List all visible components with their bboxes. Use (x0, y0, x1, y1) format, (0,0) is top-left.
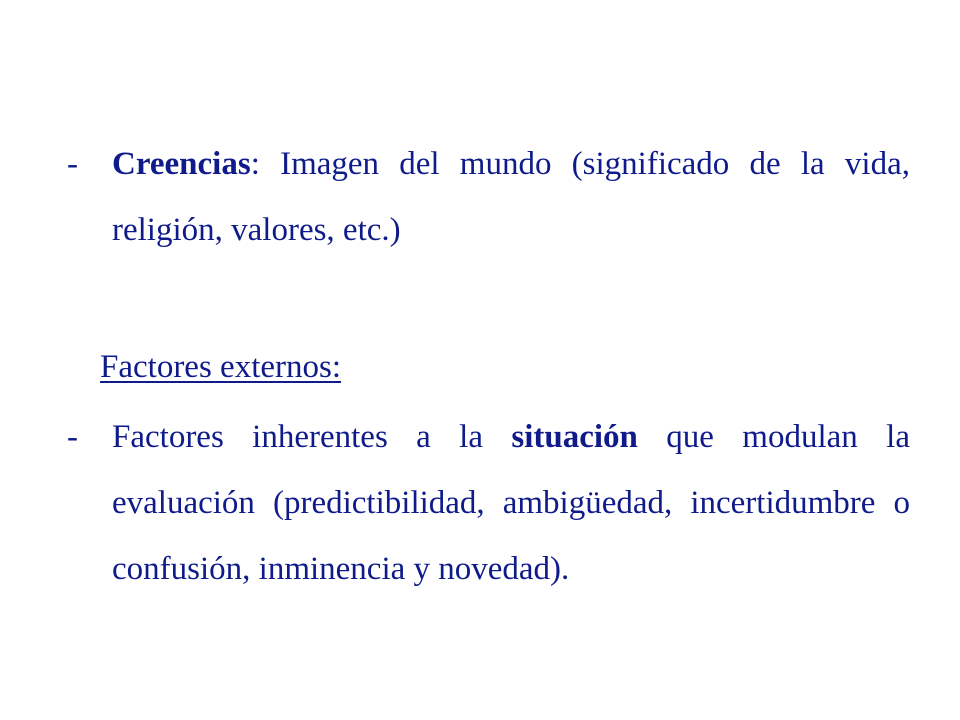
bullet-text (112, 404, 910, 602)
situacion-intro: Factores inherentes a la (112, 419, 512, 455)
creencias-description: : Imagen del mundo (significado de la vida, religión, valores, etc.) (112, 146, 910, 248)
bullet-dash: - (67, 146, 78, 182)
heading-factores-externos: Factores externos: (100, 349, 342, 385)
term-situacion: situación (511, 419, 638, 455)
bullet-item-situacion (67, 404, 910, 602)
situacion-description: que modulan la evaluación (predictibilidad, ambigüedad, incertidumbre o confusión, inminencia y novedad). (112, 419, 910, 587)
term-creencias: Creencias (112, 146, 251, 182)
bullet-text (112, 131, 910, 263)
bullet-dash: - (67, 419, 78, 455)
bullet-item-creencias (67, 131, 910, 263)
